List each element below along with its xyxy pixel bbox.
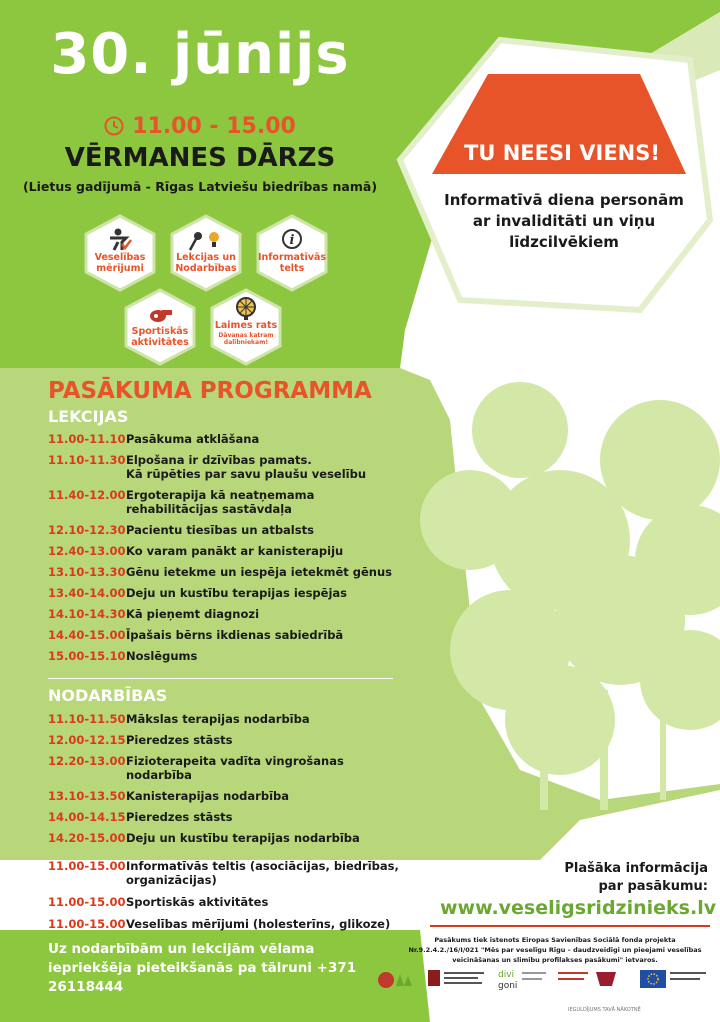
feature-info-tents bbox=[254, 214, 330, 292]
item-time: 12.20-13.00 bbox=[48, 754, 126, 768]
person-check-icon bbox=[82, 228, 158, 252]
item-time: 12.10-12.30 bbox=[48, 523, 126, 537]
list-item bbox=[48, 453, 408, 481]
divi-goni-logo bbox=[496, 966, 550, 992]
more-info-label: Plašāka informācija par pasākumu: bbox=[564, 861, 708, 894]
list-item bbox=[48, 523, 408, 537]
feature-lectures bbox=[168, 214, 244, 292]
divider bbox=[48, 678, 393, 679]
item-text: Elpošana ir dzīvības pamats. Kā rūpēties par savu plaušu veselību bbox=[126, 453, 367, 481]
feature-label: Laimes rats bbox=[214, 320, 278, 331]
event-venue-note: (Lietus gadījumā - Rīgas Latviešu biedrības namā) bbox=[22, 179, 378, 194]
item-time: 14.10-14.30 bbox=[48, 607, 126, 621]
list-item bbox=[48, 488, 408, 516]
list-item bbox=[48, 607, 408, 621]
website-link[interactable]: www.veseligsridzinieks.lv bbox=[440, 897, 717, 919]
riga-city-logo bbox=[376, 966, 416, 992]
sponsor-logos bbox=[376, 966, 712, 1000]
item-time: 11.10-11.50 bbox=[48, 712, 126, 726]
list-item bbox=[48, 917, 468, 931]
project-fine-print: Pasākums tiek īstenots Eiropas Savienības Sociālā fonda projekta Nr.9.2.4.2./16/I/021 "Mēs par veselīgu Rīgu – daudzveidīgi un pieejami veselības veicināšanas un slimību profilakses pasākumi" ietvaros. bbox=[408, 936, 702, 964]
list-item bbox=[48, 712, 408, 726]
item-time: 15.00-15.10 bbox=[48, 649, 126, 663]
item-time: 11.40-12.00 bbox=[48, 488, 126, 502]
divider bbox=[430, 925, 710, 927]
microphone-lightbulb-icon bbox=[168, 228, 244, 252]
activities-list bbox=[48, 712, 408, 852]
wheel-icon bbox=[208, 296, 284, 320]
lectures-title: LEKCIJAS bbox=[48, 407, 129, 426]
item-time: 13.40-14.00 bbox=[48, 586, 126, 600]
list-item bbox=[48, 789, 408, 803]
svg-text:i: i bbox=[289, 233, 295, 248]
feature-sports bbox=[122, 288, 198, 366]
item-text: Kanisterapijas nodarbība bbox=[126, 789, 290, 803]
list-item bbox=[48, 628, 408, 642]
item-text: Mākslas terapijas nodarbība bbox=[126, 712, 310, 726]
whistle-icon bbox=[122, 302, 198, 326]
svg-text:divi: divi bbox=[498, 970, 515, 980]
program-title: PASĀKUMA PROGRAMMA bbox=[48, 378, 372, 404]
event-venue: VĒRMANES DĀRZS bbox=[64, 143, 336, 173]
registration-note: Uz nodarbībām un lekcijām vēlama iepriekšēja pieteikšanās pa tālruni +371 26118444 bbox=[48, 941, 357, 995]
item-time: 12.40-13.00 bbox=[48, 544, 126, 558]
item-time: 11.10-11.30 bbox=[48, 453, 126, 467]
item-time: 11.00-15.00 bbox=[48, 917, 126, 931]
item-time: 14.20-15.00 bbox=[48, 831, 126, 845]
item-text: Gēnu ietekme un iespēja ietekmēt gēnus bbox=[126, 565, 393, 579]
feature-label: Veselības mērījumi bbox=[94, 252, 146, 274]
item-text: Pacientu tiesības un atbalsts bbox=[126, 523, 314, 537]
feature-label: Lekcijas un Nodarbības bbox=[175, 252, 237, 274]
item-time: 11.00-11.10 bbox=[48, 432, 126, 446]
badge-title: TU NEESI VIENS! bbox=[464, 141, 660, 165]
feature-health-measurements bbox=[82, 214, 158, 292]
welfare-department-logo bbox=[426, 966, 488, 992]
item-time: 11.00-15.00 bbox=[48, 895, 126, 909]
info-icon bbox=[254, 228, 330, 252]
item-text: Noslēgums bbox=[126, 649, 198, 663]
item-text: Veselības mērījumi (holesterīns, glikoze) bbox=[126, 917, 391, 931]
list-item bbox=[48, 895, 468, 909]
event-date: 30. jūnijs bbox=[50, 22, 350, 87]
item-text: Pieredzes stāsts bbox=[126, 733, 233, 747]
item-text: Kā pieņemt diagnozi bbox=[126, 607, 260, 621]
lectures-list bbox=[48, 432, 408, 670]
feature-sublabel: Dāvanas katram dalībniekam! bbox=[218, 332, 274, 346]
item-text: Ergoterapija kā neatņemama rehabilitācijas sastāvdaļa bbox=[126, 488, 315, 516]
item-time: 13.10-13.30 bbox=[48, 565, 126, 579]
list-item bbox=[48, 733, 408, 747]
event-time bbox=[0, 114, 400, 139]
national-development-plan-logo bbox=[556, 966, 636, 992]
badge-description: Informatīvā diena personām ar invaliditāti un viņu līdzcilvēkiem bbox=[444, 191, 684, 251]
list-item bbox=[48, 432, 408, 446]
list-item bbox=[48, 544, 408, 558]
list-item bbox=[48, 586, 408, 600]
item-time: 13.10-13.50 bbox=[48, 789, 126, 803]
all-day-list bbox=[48, 859, 468, 939]
item-time: 14.40-15.00 bbox=[48, 628, 126, 642]
logo-caption: IEGULDĪJUMS TAVĀ NĀKOTNĒ bbox=[568, 1007, 641, 1013]
item-text: Ko varam panākt ar kanisterapiju bbox=[126, 544, 344, 558]
item-text: Fizioterapeita vadīta vingrošanas nodarbība bbox=[126, 754, 344, 782]
clock-icon bbox=[104, 116, 124, 136]
eu-flag-logo bbox=[638, 966, 712, 992]
item-text: Deju un kustību terapijas iespējas bbox=[126, 586, 348, 600]
item-text: Pieredzes stāsts bbox=[126, 810, 233, 824]
feature-label: Informatīvās telts bbox=[258, 252, 327, 274]
list-item bbox=[48, 831, 408, 845]
list-item bbox=[48, 810, 408, 824]
item-text: Pasākuma atklāšana bbox=[126, 432, 260, 446]
list-item bbox=[48, 859, 468, 887]
item-text: Informatīvās teltis (asociācijas, biedrības, organizācijas) bbox=[126, 859, 399, 887]
item-text: Deju un kustību terapijas nodarbība bbox=[126, 831, 360, 845]
event-time-text: 11.00 - 15.00 bbox=[132, 114, 296, 139]
item-text: Īpašais bērns ikdienas sabiedrībā bbox=[126, 628, 344, 642]
item-text: Sportiskās aktivitātes bbox=[126, 895, 269, 909]
item-time: 12.00-12.15 bbox=[48, 733, 126, 747]
activities-title: NODARBĪBAS bbox=[48, 686, 168, 705]
list-item bbox=[48, 565, 408, 579]
feature-wheel-of-fortune bbox=[208, 288, 284, 366]
feature-label: Sportiskās aktivitātes bbox=[131, 326, 189, 348]
list-item bbox=[48, 649, 408, 663]
item-time: 14.00-14.15 bbox=[48, 810, 126, 824]
list-item bbox=[48, 754, 408, 782]
svg-text:goni: goni bbox=[498, 981, 518, 991]
item-time: 11.00-15.00 bbox=[48, 859, 126, 873]
